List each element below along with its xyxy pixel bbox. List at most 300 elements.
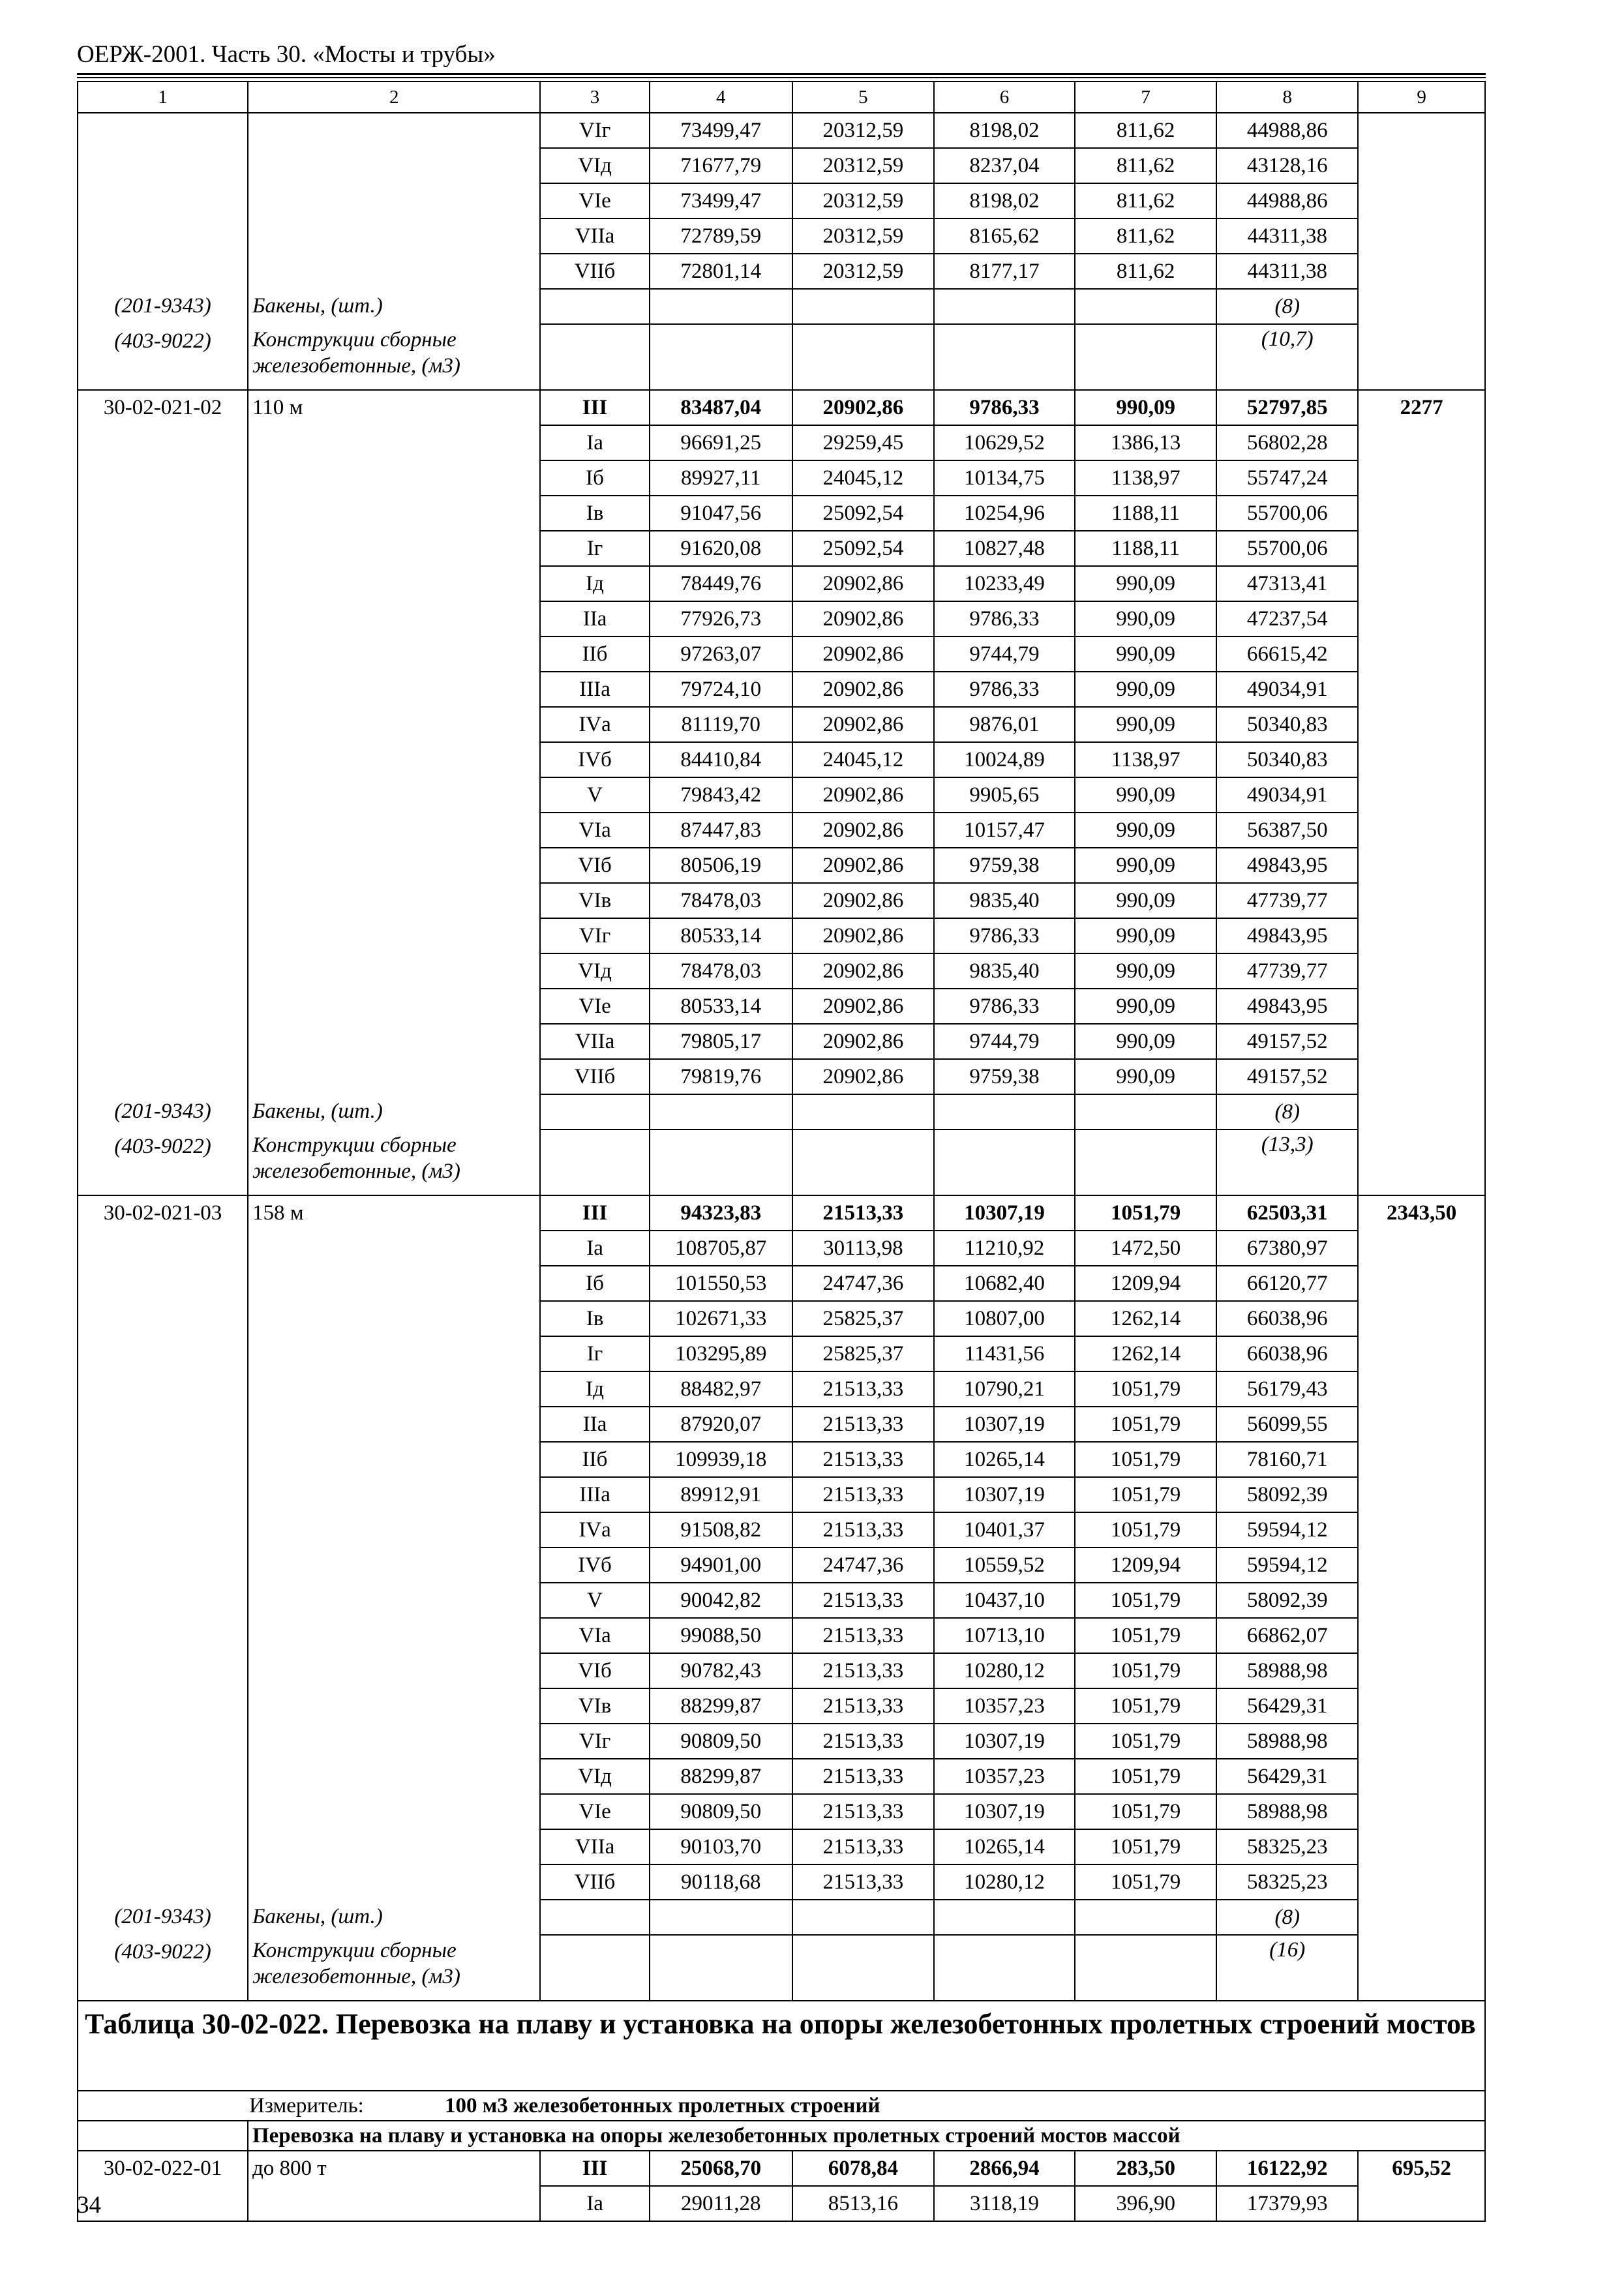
col9-cell (1358, 1059, 1485, 1094)
col9-cell (1358, 989, 1485, 1024)
value-cell: 88299,87 (650, 1759, 792, 1794)
value-cell: 10265,14 (934, 1442, 1075, 1477)
value-cell: 79843,42 (650, 777, 792, 813)
value-cell: 79819,76 (650, 1059, 792, 1094)
code-cell (78, 2186, 248, 2221)
table-cell (934, 1935, 1075, 2001)
table-cell (78, 2121, 248, 2151)
value-cell: 1051,79 (1075, 1195, 1216, 1231)
table-cell (1358, 1900, 1485, 1935)
table-row (78, 2186, 1485, 2221)
table-row (78, 813, 1485, 848)
name-cell (248, 989, 541, 1024)
col9-cell (1358, 496, 1485, 531)
value-cell: 990,09 (1075, 636, 1216, 672)
value-cell: 9786,33 (934, 918, 1075, 953)
table-row (78, 1024, 1485, 1059)
name-cell (248, 566, 541, 601)
value-cell: 1051,79 (1075, 1794, 1216, 1829)
value-cell: 990,09 (1075, 1059, 1216, 1094)
table-row (78, 1442, 1485, 1477)
name-cell (248, 777, 541, 813)
table-row (78, 1653, 1485, 1688)
zone-cell: VIе (540, 989, 649, 1024)
zone-cell: VIIб (540, 1864, 649, 1900)
name-cell (248, 1477, 541, 1512)
name-cell (248, 1231, 541, 1266)
value-cell: 20902,86 (792, 566, 934, 601)
value-cell: 20902,86 (792, 813, 934, 848)
name-cell (248, 813, 541, 848)
code-cell (78, 1371, 248, 1407)
value-cell: 1051,79 (1075, 1583, 1216, 1618)
value-cell: 56429,31 (1216, 1688, 1358, 1724)
value-cell: 9835,40 (934, 953, 1075, 989)
material-name: Конструкции сборные железобетонные, (м3) (248, 1935, 541, 2001)
value-cell: 1051,79 (1075, 1688, 1216, 1724)
code-cell (78, 707, 248, 742)
value-cell: 21513,33 (792, 1759, 934, 1794)
value-cell: 20312,59 (792, 183, 934, 218)
value-cell: 990,09 (1075, 848, 1216, 883)
value-cell: 1051,79 (1075, 1829, 1216, 1864)
name-cell (248, 218, 541, 254)
zone-cell: Iг (540, 1336, 649, 1371)
value-cell: 396,90 (1075, 2186, 1216, 2221)
value-cell: 1051,79 (1075, 1653, 1216, 1688)
zone-cell: VIб (540, 848, 649, 883)
table-cell (934, 324, 1075, 390)
value-cell: 73499,47 (650, 183, 792, 218)
name-cell (248, 848, 541, 883)
value-cell: 25825,37 (792, 1301, 934, 1336)
value-cell: 94323,83 (650, 1195, 792, 1231)
table-cell (650, 324, 792, 390)
code-cell: 30-02-022-01 (78, 2151, 248, 2186)
value-cell: 10307,19 (934, 1794, 1075, 1829)
value-cell: 1051,79 (1075, 1512, 1216, 1548)
value-cell: 990,09 (1075, 989, 1216, 1024)
zone-cell: VIе (540, 183, 649, 218)
value-cell: 94901,00 (650, 1548, 792, 1583)
code-cell (78, 918, 248, 953)
name-cell (248, 1512, 541, 1548)
name-cell (248, 1336, 541, 1371)
value-cell: 1051,79 (1075, 1724, 1216, 1759)
value-cell: 10307,19 (934, 1724, 1075, 1759)
code-cell (78, 254, 248, 289)
table-row (78, 636, 1485, 672)
value-cell: 24045,12 (792, 460, 934, 496)
code-cell (78, 1548, 248, 1583)
value-cell: 1188,11 (1075, 496, 1216, 531)
col9-cell (1358, 953, 1485, 989)
name-cell (248, 918, 541, 953)
value-cell: 10357,23 (934, 1688, 1075, 1724)
value-cell: 10629,52 (934, 425, 1075, 460)
zone-cell: IIа (540, 1407, 649, 1442)
value-cell: 9744,79 (934, 1024, 1075, 1059)
table-cell (540, 1935, 649, 2001)
value-cell: 10713,10 (934, 1618, 1075, 1653)
value-cell: 102671,33 (650, 1301, 792, 1336)
material-code: (201-9343) (78, 289, 248, 324)
zone-cell: IVа (540, 1512, 649, 1548)
col9-cell (1358, 1442, 1485, 1477)
col9-cell (1358, 566, 1485, 601)
table-cell (1358, 289, 1485, 324)
code-cell (78, 1688, 248, 1724)
value-cell: 79724,10 (650, 672, 792, 707)
table-row (78, 148, 1485, 183)
col9-cell (1358, 848, 1485, 883)
name-cell (248, 1371, 541, 1407)
col9-cell (1358, 601, 1485, 636)
header-rule (77, 77, 1486, 78)
col9-cell (1358, 1653, 1485, 1688)
table-cell (650, 1130, 792, 1195)
value-cell: 66120,77 (1216, 1266, 1358, 1301)
value-cell: 21513,33 (792, 1195, 934, 1231)
col9-cell (1358, 113, 1485, 148)
zone-cell: V (540, 1583, 649, 1618)
code-cell: 30-02-021-02 (78, 390, 248, 425)
value-cell: 55700,06 (1216, 531, 1358, 566)
table-cell (1075, 1130, 1216, 1195)
value-cell: 66038,96 (1216, 1301, 1358, 1336)
table-row (78, 1548, 1485, 1583)
value-cell: 20902,86 (792, 1024, 934, 1059)
zone-cell: Iд (540, 566, 649, 601)
material-value: (8) (1216, 1900, 1358, 1935)
col9-cell (1358, 1688, 1485, 1724)
value-cell: 20902,86 (792, 918, 934, 953)
value-cell: 49843,95 (1216, 989, 1358, 1024)
value-cell: 47313,41 (1216, 566, 1358, 601)
name-cell (248, 1688, 541, 1724)
col9-cell (1358, 636, 1485, 672)
table-row (78, 1266, 1485, 1301)
value-cell: 109939,18 (650, 1442, 792, 1477)
zone-cell: Iа (540, 425, 649, 460)
rates-table (77, 81, 1486, 2222)
value-cell: 10024,89 (934, 742, 1075, 777)
table-row (78, 848, 1485, 883)
table-row (78, 989, 1485, 1024)
value-cell: 44311,38 (1216, 254, 1358, 289)
measure-row (78, 2091, 1485, 2121)
value-cell: 10280,12 (934, 1653, 1075, 1688)
value-cell: 44311,38 (1216, 218, 1358, 254)
value-cell: 10401,37 (934, 1512, 1075, 1548)
value-cell: 21513,33 (792, 1618, 934, 1653)
table-cell (1075, 1094, 1216, 1130)
value-cell: 90809,50 (650, 1724, 792, 1759)
code-cell (78, 1653, 248, 1688)
table-row (78, 113, 1485, 148)
name-cell (248, 254, 541, 289)
table-cell (792, 1935, 934, 2001)
value-cell: 78478,03 (650, 953, 792, 989)
table-row (78, 1794, 1485, 1829)
value-cell: 10559,52 (934, 1548, 1075, 1583)
value-cell: 81119,70 (650, 707, 792, 742)
material-name: Бакены, (шт.) (248, 1900, 541, 1935)
zone-cell: VIIб (540, 1059, 649, 1094)
value-cell: 96691,25 (650, 425, 792, 460)
value-cell: 8165,62 (934, 218, 1075, 254)
value-cell: 58988,98 (1216, 1724, 1358, 1759)
value-cell: 29011,28 (650, 2186, 792, 2221)
zone-cell: VIг (540, 1724, 649, 1759)
value-cell: 10307,19 (934, 1195, 1075, 1231)
value-cell: 10827,48 (934, 531, 1075, 566)
col9-cell (1358, 425, 1485, 460)
value-cell: 8237,04 (934, 148, 1075, 183)
material-name: Конструкции сборные железобетонные, (м3) (248, 1130, 541, 1195)
value-cell: 6078,84 (792, 2151, 934, 2186)
material-value: (13,3) (1216, 1130, 1358, 1195)
table-cell (934, 1094, 1075, 1130)
zone-cell: IIIа (540, 1477, 649, 1512)
zone-cell: VIд (540, 148, 649, 183)
value-cell: 47739,77 (1216, 883, 1358, 918)
table-row (78, 1477, 1485, 1512)
value-cell: 1386,13 (1075, 425, 1216, 460)
value-cell: 1262,14 (1075, 1336, 1216, 1371)
table-cell (1358, 1094, 1485, 1130)
value-cell: 21513,33 (792, 1794, 934, 1829)
running-header: ОЕРЖ-2001. Часть 30. «Мосты и трубы» (77, 41, 496, 68)
col9-cell (1358, 254, 1485, 289)
value-cell: 1209,94 (1075, 1266, 1216, 1301)
value-cell: 24747,36 (792, 1548, 934, 1583)
zone-cell: VIг (540, 918, 649, 953)
value-cell: 66038,96 (1216, 1336, 1358, 1371)
col9-cell (1358, 460, 1485, 496)
value-cell: 9835,40 (934, 883, 1075, 918)
value-cell: 1138,97 (1075, 742, 1216, 777)
value-cell: 10254,96 (934, 496, 1075, 531)
table-row (78, 1231, 1485, 1266)
col9-cell (1358, 1407, 1485, 1442)
value-cell: 49034,91 (1216, 672, 1358, 707)
value-cell: 44988,86 (1216, 183, 1358, 218)
column-number: 7 (1075, 82, 1216, 113)
value-cell: 103295,89 (650, 1336, 792, 1371)
value-cell: 49843,95 (1216, 848, 1358, 883)
value-cell: 9786,33 (934, 989, 1075, 1024)
value-cell: 1051,79 (1075, 1477, 1216, 1512)
value-cell: 16122,92 (1216, 2151, 1358, 2186)
value-cell: 73499,47 (650, 113, 792, 148)
value-cell: 56387,50 (1216, 813, 1358, 848)
zone-cell: III (540, 390, 649, 425)
name-cell (248, 113, 541, 148)
code-cell (78, 953, 248, 989)
table-row (78, 777, 1485, 813)
value-cell: 21513,33 (792, 1724, 934, 1759)
name-cell (248, 1583, 541, 1618)
code-cell (78, 601, 248, 636)
column-number: 1 (78, 82, 248, 113)
value-cell: 49157,52 (1216, 1024, 1358, 1059)
code-cell (78, 183, 248, 218)
value-cell: 8177,17 (934, 254, 1075, 289)
value-cell: 21513,33 (792, 1583, 934, 1618)
value-cell: 11210,92 (934, 1231, 1075, 1266)
col9-cell (1358, 1371, 1485, 1407)
value-cell: 90042,82 (650, 1583, 792, 1618)
value-cell: 78449,76 (650, 566, 792, 601)
col9-cell (1358, 1759, 1485, 1794)
name-cell (248, 883, 541, 918)
code-cell (78, 1442, 248, 1477)
table-row (78, 2151, 1485, 2186)
value-cell: 56179,43 (1216, 1371, 1358, 1407)
zone-cell: III (540, 2151, 649, 2186)
table-row (78, 707, 1485, 742)
table-cell (540, 1900, 649, 1935)
value-cell: 90103,70 (650, 1829, 792, 1864)
code-cell (78, 1829, 248, 1864)
value-cell: 811,62 (1075, 218, 1216, 254)
name-cell (248, 1442, 541, 1477)
value-cell: 20312,59 (792, 254, 934, 289)
value-cell: 66862,07 (1216, 1618, 1358, 1653)
col9-cell: 695,52 (1358, 2151, 1485, 2186)
col9-cell (1358, 1583, 1485, 1618)
name-cell (248, 1759, 541, 1794)
zone-cell: VIIа (540, 1024, 649, 1059)
value-cell: 88299,87 (650, 1688, 792, 1724)
col9-cell (1358, 1548, 1485, 1583)
value-cell: 89912,91 (650, 1477, 792, 1512)
zone-cell: VIа (540, 1618, 649, 1653)
value-cell: 10437,10 (934, 1583, 1075, 1618)
material-row (78, 1094, 1485, 1130)
column-number: 6 (934, 82, 1075, 113)
table-cell (792, 289, 934, 324)
value-cell: 1051,79 (1075, 1371, 1216, 1407)
value-cell: 1209,94 (1075, 1548, 1216, 1583)
value-cell: 11431,56 (934, 1336, 1075, 1371)
table-cell (1358, 1935, 1485, 2001)
table-row (78, 742, 1485, 777)
col9-cell (1358, 672, 1485, 707)
table-row (78, 254, 1485, 289)
col9-cell (1358, 1266, 1485, 1301)
value-cell: 9759,38 (934, 1059, 1075, 1094)
material-value: (10,7) (1216, 324, 1358, 390)
value-cell: 20312,59 (792, 148, 934, 183)
col9-cell (1358, 2186, 1485, 2221)
name-cell (248, 953, 541, 989)
zone-cell: VIб (540, 1653, 649, 1688)
value-cell: 90118,68 (650, 1864, 792, 1900)
zone-cell: Iа (540, 1231, 649, 1266)
value-cell: 49034,91 (1216, 777, 1358, 813)
value-cell: 72789,59 (650, 218, 792, 254)
value-cell: 9759,38 (934, 848, 1075, 883)
value-cell: 71677,79 (650, 148, 792, 183)
value-cell: 20902,86 (792, 777, 934, 813)
code-cell (78, 1618, 248, 1653)
table-row (78, 496, 1485, 531)
value-cell: 10134,75 (934, 460, 1075, 496)
value-cell: 25825,37 (792, 1336, 934, 1371)
col9-cell: 2277 (1358, 390, 1485, 425)
value-cell: 8198,02 (934, 113, 1075, 148)
code-cell (78, 1759, 248, 1794)
code-cell (78, 113, 248, 148)
zone-cell: VIд (540, 953, 649, 989)
table-row (78, 1059, 1485, 1094)
value-cell: 50340,83 (1216, 707, 1358, 742)
column-number: 3 (540, 82, 649, 113)
value-cell: 78160,71 (1216, 1442, 1358, 1477)
material-code: (201-9343) (78, 1900, 248, 1935)
zone-cell: Iд (540, 1371, 649, 1407)
table-cell (650, 1094, 792, 1130)
value-cell: 811,62 (1075, 183, 1216, 218)
code-cell (78, 1477, 248, 1512)
value-cell: 58092,39 (1216, 1583, 1358, 1618)
value-cell: 30113,98 (792, 1231, 934, 1266)
value-cell: 9786,33 (934, 390, 1075, 425)
value-cell: 80506,19 (650, 848, 792, 883)
name-cell (248, 496, 541, 531)
value-cell: 43128,16 (1216, 148, 1358, 183)
col9-cell (1358, 218, 1485, 254)
value-cell: 1188,11 (1075, 531, 1216, 566)
name-cell (248, 636, 541, 672)
value-cell: 811,62 (1075, 113, 1216, 148)
zone-cell: Iб (540, 460, 649, 496)
name-cell (248, 1829, 541, 1864)
value-cell: 2866,94 (934, 2151, 1075, 2186)
value-cell: 990,09 (1075, 777, 1216, 813)
zone-cell: IIб (540, 1442, 649, 1477)
value-cell: 21513,33 (792, 1653, 934, 1688)
value-cell: 56099,55 (1216, 1407, 1358, 1442)
value-cell: 20902,86 (792, 883, 934, 918)
table-cell (1075, 1900, 1216, 1935)
value-cell: 58988,98 (1216, 1653, 1358, 1688)
value-cell: 97263,07 (650, 636, 792, 672)
col9-cell (1358, 1724, 1485, 1759)
code-cell (78, 425, 248, 460)
col9-cell (1358, 1618, 1485, 1653)
name-cell (248, 1266, 541, 1301)
value-cell: 24045,12 (792, 742, 934, 777)
table-row (78, 1301, 1485, 1336)
value-cell: 10790,21 (934, 1371, 1075, 1407)
material-code: (201-9343) (78, 1094, 248, 1130)
code-cell (78, 460, 248, 496)
zone-cell: VIIб (540, 254, 649, 289)
value-cell: 990,09 (1075, 1024, 1216, 1059)
table-row (78, 531, 1485, 566)
zone-cell: IIб (540, 636, 649, 672)
value-cell: 8513,16 (792, 2186, 934, 2221)
table-row (78, 918, 1485, 953)
value-cell: 1262,14 (1075, 1301, 1216, 1336)
value-cell: 84410,84 (650, 742, 792, 777)
value-cell: 25092,54 (792, 531, 934, 566)
value-cell: 20902,86 (792, 601, 934, 636)
zone-cell: V (540, 777, 649, 813)
